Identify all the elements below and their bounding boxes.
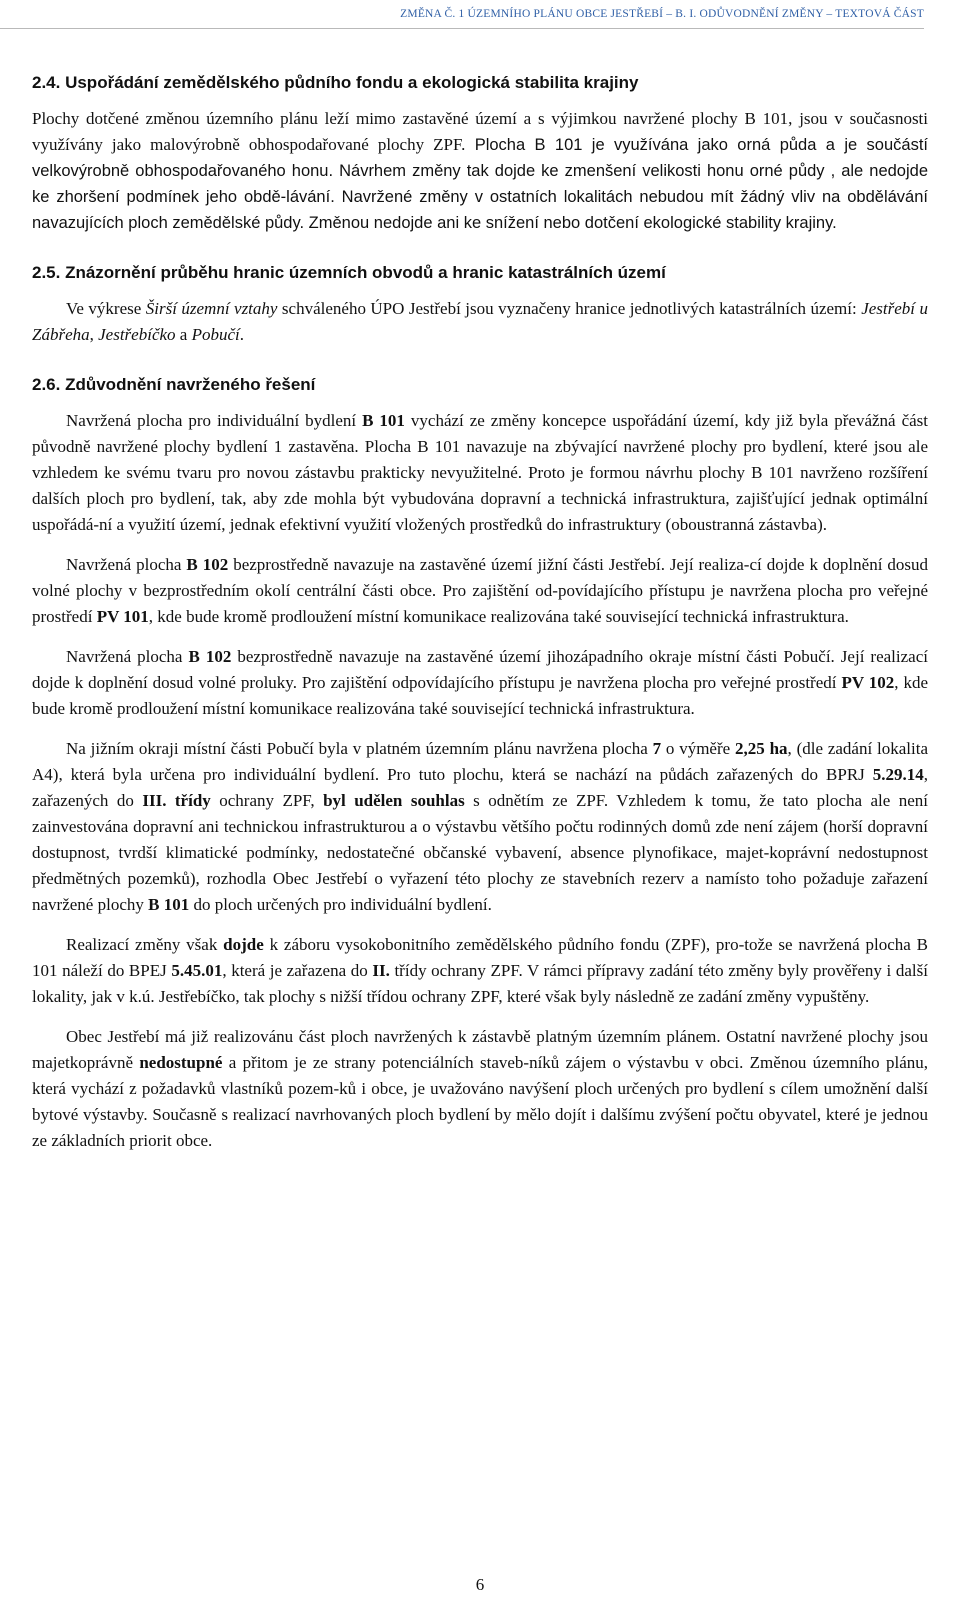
page-number: 6 (475, 1575, 485, 1594)
running-header (0, 8, 924, 20)
paragraph-zpf-zabor: Realizací změny však dojde k záboru vysokobonitního zemědělského půdního fondu (ZPF), pro-tože se navržená plocha B 101 náleží do BPEJ 5.45.01, která je zařazena do II. třídy ochrany ZPF. V rámci přípravy zadání této změny byly prověřeny i další lokality, jak v k.ú. Jestřebíčko, tak plochy s nižší třídou ochrany ZPF, které však byly následně ze zadání změny vypuštěny. (32, 935, 928, 1006)
paragraph-b101: Navržená plocha pro individuální bydlení B 101 vychází ze změny koncepce uspořádání území, kdy již byla převážná část původně navržené plochy bydlení 1 zastavěna. Plocha B 101 navazuje na zbývající navržené plochy pro bydlení, které jsou ale vzhledem ke svému tvaru pro novou zástavbu prakticky nevyužitelné. Proto je formou návrhu plochy B 101 navrženo rozšíření dalších ploch pro bydlení, tak, aby zde mohla být vybudována dopravní a technická infrastruktura, zajišťující jednak optimální uspořádá-ní a využití území, jednak efektivní využití vložených prostředků do infrastruktury (oboustranná zástavba). (32, 411, 929, 534)
section-2-5 (32, 260, 928, 348)
paragraph-b102-jestrebi: Navržená plocha B 102 bezprostředně navazuje na zastavěné území jižní části Jestřebí. Její realiza-cí dojde k doplnění dosud volné plochy v bezprostředním okolí centrální části obce. Pro zajištění od-povídajícího přístupu je navržena plocha pro veřejné prostředí PV 101, kde bude kromě prodloužení místní komunikace realizována také související technická infrastruktura. (32, 555, 929, 626)
paragraph-plocha-7: Na jižním okraji místní části Pobučí byla v platném územním plánu navržena plocha 7 o výměře 2,25 ha, (dle zadání lokalita A4), která byla určena pro individuální bydlení. Pro tuto plochu, která se nachází na půdách zařazených do BPRJ 5.29.14, zařazených do III. třídy ochrany ZPF, byl udělen souhlas s odnětím ze ZPF. Vzhledem k tomu, že tato plocha ale není zainvestována dopravní ani technickou infrastrukturou a o výstavbu většího počtu rodinných domů zde není zájem (horší dopravní dostupnost, tvrdší klimatické podmínky, nedostatečné občanské vybavení, absence plynofikace, majet-koprávní nedostupnost předmětných pozemků), rozhodla Obec Jestřebí o vyřazení této plochy ze stavebních rezerv a namísto toho požaduje zařazení navržené plochy B 101 do ploch určených pro individuální bydlení. (32, 739, 928, 914)
section-2-4 (32, 70, 928, 236)
paragraph-cadastral-boundaries: Ve výkrese Širší územní vztahy schváleného ÚPO Jestřebí jsou vyznačeny hranice jednotlivých katastrálních území: Jestřebí u Zábřeha, Jestřebíčko a Pobučí. (32, 299, 928, 344)
running-header-title: ZMĚNA Č. 1 ÚZEMNÍHO PLÁNU OBCE JESTŘEBÍ – B. I. ODŮVODNĚNÍ ZMĚNY – TEXTOVÁ ČÁST (400, 8, 924, 20)
paragraph-zpf-stability: Plochy dotčené změnou územního plánu leží mimo zastavěné území a s výjimkou navržené plochy B 101, jsou v současnosti využívány jako malovýrobně obhospodařované plochy ZPF. Plocha B 101 je využívána jako orná půda a je součástí velkovýrobně obhospodařovaného honu. Návrhem změny tak dojde ke zmenšení velikosti honu orné půdy , ale nedojde ke zhoršení podmínek jeho obdě-lávání. Navržené změny v ostatních lokalitách nebudou mít žádný vliv na obdělávání navazujících ploch zemědělské půdy. Změnou nedojde ani ke snížení nebo dotčení ekologické stability krajiny. (32, 109, 928, 232)
section-heading-2-5: 2.5. Znázornění průběhu hranic územních obvodů a hranic katastrálních území (32, 263, 666, 282)
paragraph-b102-pobuci: Navržená plocha B 102 bezprostředně navazuje na zastavěné území jihozápadního okraje místní části Pobučí. Její realizací dojde k doplnění dosud volné proluky. Pro zajištění odpovídajícího přístupu je navržena plocha pro veřejné prostředí PV 102, kde bude kromě prodloužení místní komunikace realizována také související technická infrastruktura. (32, 647, 928, 718)
document-body (32, 70, 928, 1154)
section-2-6 (32, 372, 928, 1154)
header-divider (0, 28, 924, 29)
section-heading-2-4: 2.4. Uspořádání zemědělského půdního fondu a ekologická stabilita krajiny (32, 73, 639, 92)
section-heading-2-6: 2.6. Zdůvodnění navrženého řešení (32, 375, 316, 394)
paragraph-obec-jestrebi: Obec Jestřebí má již realizovánu část ploch navržených k zástavbě platným územním plánem. Ostatní navržené plochy jsou majetkoprávně nedostupné a přitom je ze strany potenciálních staveb-níků zájem o výstavbu v obci. Změnou územního plánu, která vychází z požadavků vlastníků pozem-ků i obce, je uvažováno navýšení ploch určených pro bydlení s cílem umožnění další bytové výstavby. Současně s realizací navrhovaných ploch bydlení by mělo dojít i dalšímu zvýšení počtu obyvatel, které je jednou ze základních priorit obce. (32, 1027, 928, 1150)
